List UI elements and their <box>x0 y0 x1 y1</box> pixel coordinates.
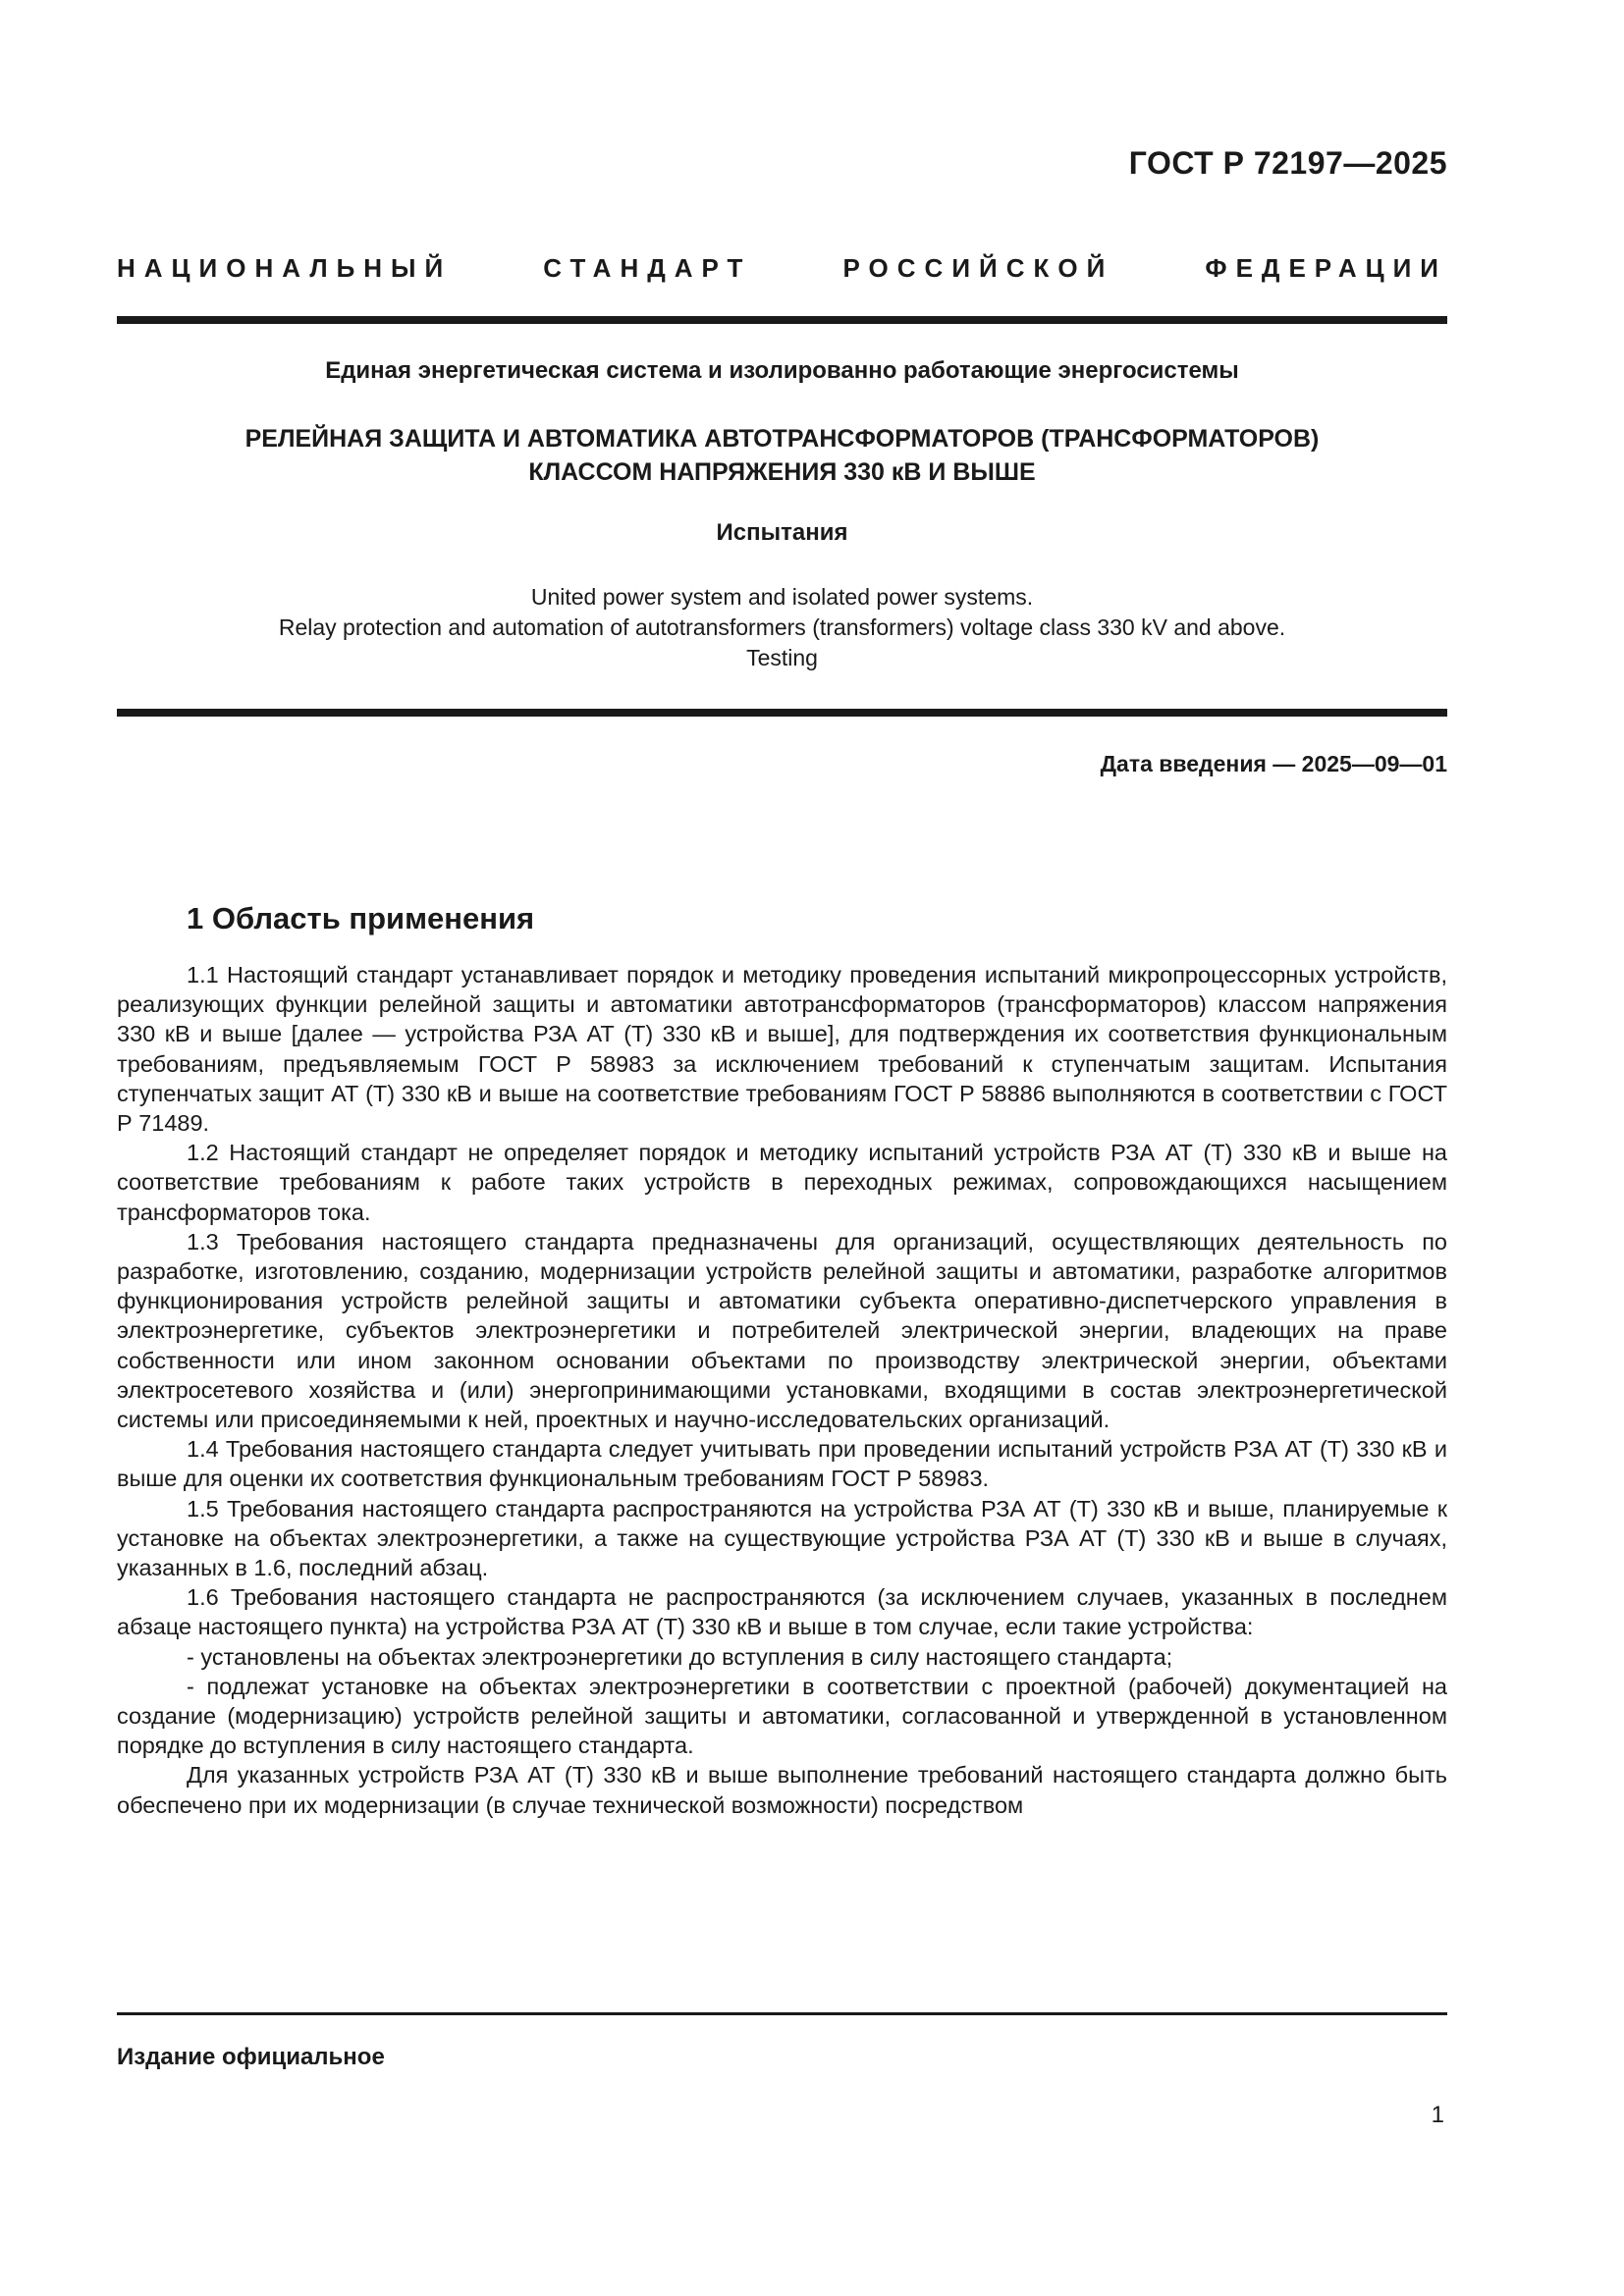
english-title-line-3: Testing <box>746 645 818 670</box>
section-body <box>117 960 1447 1820</box>
paragraph-1-6: 1.6 Требования настоящего стандарта не распространяются (за исключением случаев, указанных в последнем абзаце настоящего пункта) на устройства РЗА АТ (Т) 330 кВ и выше в том случае, если такие устройства: <box>117 1584 1447 1640</box>
paragraph-1-2: 1.2 Настоящий стандарт не определяет порядок и методику испытаний устройств РЗА АТ (Т) 330 кВ и выше на соответствие требованиям к работе таких устройств в переходных режимах, сопровождающихся насыщением трансформаторов тока. <box>117 1140 1447 1225</box>
paragraph-1-4: 1.4 Требования настоящего стандарта следует учитывать при проведении испытаний устройств РЗА АТ (Т) 330 кВ и выше для оценки их соответствия функциональным требованиям ГОСТ Р 58983. <box>117 1436 1447 1492</box>
title-line-1: РЕЛЕЙНАЯ ЗАЩИТА И АВТОМАТИКА АВТОТРАНСФОРМАТОРОВ (ТРАНСФОРМАТОРОВ) <box>244 425 1320 453</box>
paragraph-1-5: 1.5 Требования настоящего стандарта распространяются на устройства РЗА АТ (Т) 330 кВ и выше, планируемые к установке на объектах электроэнергетики, а также на существующие устройства РЗА АТ (Т) 330 кВ и выше в случаях, указанных в 1.6, последний абзац. <box>117 1495 1447 1581</box>
top-divider <box>117 316 1447 324</box>
list-item: - подлежат установке на объектах электроэнергетики в соответствии с проектной (рабочей) документацией на создание (модернизацию) устройств релейной защиты и автоматики, согласованной и утвержденной в установленном порядке до вступления в силу настоящего стандарта. <box>117 1673 1447 1759</box>
introduction-date: Дата введения — 2025—09—01 <box>1100 751 1447 776</box>
english-title-line-1: United power system and isolated power systems. <box>530 584 1034 610</box>
paragraph-1-3: 1.3 Требования настоящего стандарта предназначены для организаций, осуществляющих деятельность по разработке, изготовлению, созданию, модернизации устройств релейной защиты и автоматики, разработке алгоритмов функционирования устройств релейной защиты и автоматики субъекта оперативно-диспетчерского управления в электроэнергетике, субъектов электроэнергетики и потребителей электрической энергии, владеющих на праве собственности или ином законном основании объектами по производству электрической энергии, объектами электросетевого хозяйства и (или) энергопринимающими установками, входящими в состав электроэнергетической системы или присоединяемыми к ней, проектных и научно-исследовательских организаций. <box>117 1228 1447 1433</box>
national-standard-label: НАЦИОНАЛЬНЫЙ СТАНДАРТ РОССИЙСКОЙ ФЕДЕРАЦИИ <box>117 253 1447 283</box>
title-line-2: КЛАССОМ НАПРЯЖЕНИЯ 330 кВ И ВЫШЕ <box>528 458 1036 486</box>
english-title-line-2: Relay protection and automation of autotransformers (transformers) voltage class 330 kV and above. <box>278 614 1286 640</box>
paragraph-1-1: 1.1 Настоящий стандарт устанавливает порядок и методику проведения испытаний микропроцессорных устройств, реализующих функции релейной защиты и автоматики автотрансформаторов (трансформаторов) классом напряжения 330 кВ и выше [далее — устройства РЗА АТ (Т) 330 кВ и выше], для подтверждения их соответствия функциональным требованиям, предъявляемым ГОСТ Р 58983 за исключением требований к ступенчатым защитам. Испытания ступенчатых защит АТ (Т) 330 кВ и выше на соответствие требованиям ГОСТ Р 58886 выполняются в соответствии с ГОСТ Р 71489. <box>117 962 1447 1137</box>
footer-divider <box>117 2012 1447 2015</box>
document-title <box>117 422 1447 489</box>
section-heading: 1 Область применения <box>187 901 535 935</box>
title-divider <box>117 709 1447 717</box>
page-number: 1 <box>1431 2102 1444 2128</box>
english-title <box>117 582 1447 673</box>
paragraph-1-6-tail: Для указанных устройств РЗА АТ (Т) 330 кВ и выше выполнение требований настоящего стандарта должно быть обеспечено при их модернизации (в случае технической возможности) посредством <box>117 1762 1447 1818</box>
edition-label: Издание официальное <box>117 2044 385 2070</box>
document-kind: Испытания <box>716 519 848 546</box>
list-item: - установлены на объектах электроэнергетики до вступления в силу настоящего стандарта; <box>187 1643 1173 1670</box>
standard-number: ГОСТ Р 72197—2025 <box>1128 145 1447 181</box>
document-subtitle: Единая энергетическая система и изолированно работающие энергосистемы <box>325 357 1239 384</box>
